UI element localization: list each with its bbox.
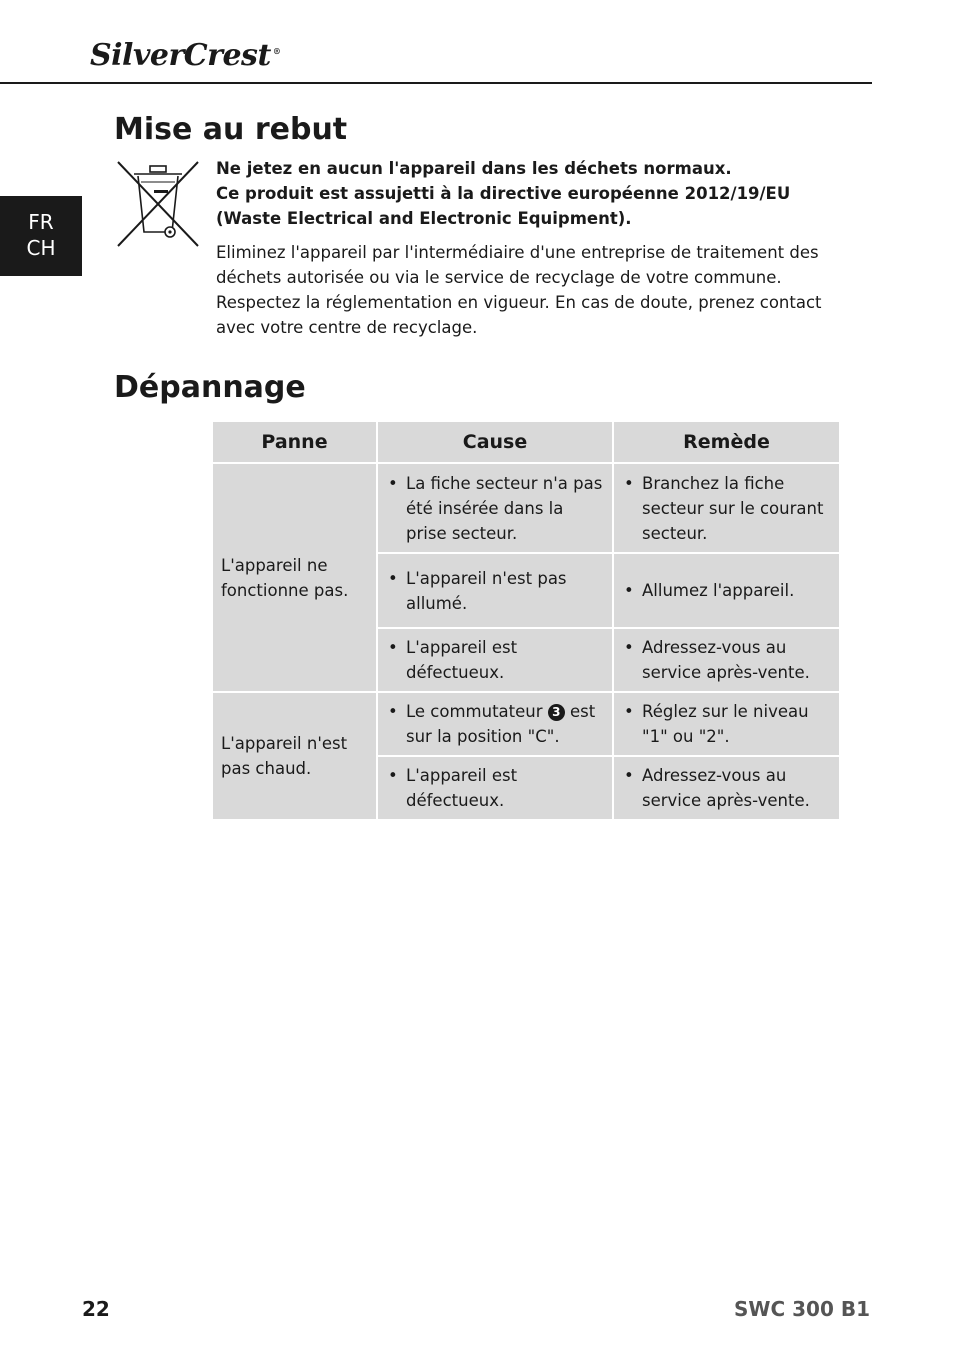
remede-text: Adressez-vous au service après-vente. [642,766,810,810]
remede-text: Allumez l'appareil. [642,581,795,600]
bullet-marker: • [624,581,634,600]
cause-text-after: est sur la position "C". [406,702,596,746]
table-row [212,692,840,756]
bullet-marker: • [388,702,398,721]
table-header-row [212,421,840,463]
crossed-out-wheelie-bin-icon [114,160,202,250]
bullet-marker: • [624,702,634,721]
bullet-marker: • [624,473,634,493]
bullet-marker: • [388,473,398,493]
remede-cell [613,756,840,820]
bullet-marker: • [388,766,398,785]
cause-cell [377,628,613,692]
disposal-warning-line: (Waste Electrical and Electronic Equipment). [216,209,632,228]
brand-logo [90,38,280,73]
table-row [212,463,840,553]
language-tab [0,196,82,276]
registered-mark: ® [272,46,281,56]
remede-cell [613,553,840,628]
disposal-warning-line: Ce produit est assujetti à la directive européenne 2012/19/EU [216,184,791,203]
remede-text: Branchez la fiche secteur sur le courant secteur. [642,473,824,543]
remede-text: Réglez sur le niveau "1" ou "2". [642,702,809,746]
disposal-warning-line: Ne jetez en aucun l'appareil dans les déchets normaux. [216,159,732,178]
disposal-paragraph: Eliminez l'appareil par l'intermédiaire d'une entreprise de traitement des déchets autorisée ou via le service de recyclage de votre commune. Respectez la réglementation en vigueur. En cas de doute, prenez contact avec votre centre de recyclage. [216,243,822,337]
switch-number-badge: 3 [548,704,565,721]
language-tab-line2: CH [26,236,56,260]
remede-text: Adressez-vous au service après-vente. [642,638,810,682]
cause-cell [377,553,613,628]
panne-cell: L'appareil n'est pas chaud. [212,692,377,820]
section-title-troubleshooting: Dépannage [114,370,306,405]
language-tab-line1: FR [28,210,54,234]
cause-cell [377,692,613,756]
model-number: SWC 300 B1 [734,1297,870,1321]
header-divider [0,82,872,84]
column-header-remede: Remède [613,421,840,463]
column-header-cause: Cause [377,421,613,463]
section-title-disposal: Mise au rebut [114,112,348,147]
disposal-warning [216,156,856,231]
cause-text: L'appareil est défectueux. [406,766,518,810]
brand-logo-text: SilverCrest [90,38,271,73]
panne-cell: L'appareil ne fonctionne pas. [212,463,377,692]
remede-cell [613,463,840,553]
troubleshooting-table [211,420,841,821]
cause-text: L'appareil est défectueux. [406,638,518,682]
cause-cell [377,463,613,553]
cause-text-before: Le commutateur [406,702,543,721]
bullet-marker: • [388,568,398,588]
bullet-marker: • [388,638,398,657]
bullet-marker: • [624,766,634,785]
bullet-marker: • [624,638,634,657]
cause-cell [377,756,613,820]
cause-text: L'appareil n'est pas allumé. [406,568,567,613]
column-header-panne: Panne [212,421,377,463]
remede-cell [613,628,840,692]
page-number: 22 [82,1297,110,1321]
cause-text [406,699,604,749]
remede-cell [613,692,840,756]
cause-text: La fiche secteur n'a pas été insérée dans la prise secteur. [406,473,603,543]
